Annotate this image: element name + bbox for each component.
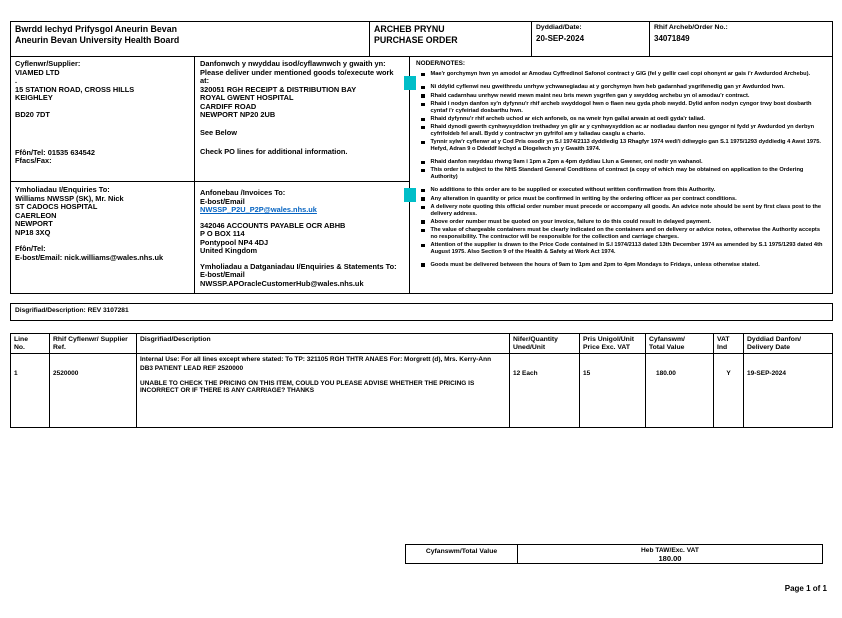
description-bar <box>10 303 833 321</box>
cell-line-no: 1 <box>14 370 18 377</box>
enquiries-phone-label: Ffôn/Tel: <box>15 244 46 253</box>
statements-label: Ymholiadau a Datganiadau I/Enquiries & Statements To: <box>200 261 397 271</box>
cell-quantity: 12 Each <box>513 370 538 377</box>
deliver-address-line: CARDIFF ROAD <box>200 101 257 111</box>
order-number-label: Rhif Archeb/Order No.: <box>654 24 728 31</box>
invoices-email-link[interactable]: NWSSP_P2U_P2P@wales.nhs.uk <box>200 205 317 214</box>
note-bullet: Rhaid dynodi gwerth cynhwysyddion trethadwy yn glir ar y cynhwysyddion ac ar nodiadau danfon neu gyngor ni fydd yr Awdurdod yn derbyn cyfrifoldeb fel arall. Bydd y contractwr yn gyfrifol am y taliadau casglu a chario. <box>416 124 826 137</box>
header-unit-price: Pris Unigol/Unit Price Exc. VAT <box>580 334 645 354</box>
supplier-line: . <box>15 76 18 85</box>
enquiries-line: ST CADOCS HOSPITAL <box>15 202 98 211</box>
cell-unit-price: 15 <box>583 370 591 377</box>
annotation-marker-icon[interactable] <box>404 188 416 202</box>
supplier-label: Cyflenwr/Supplier: <box>15 59 81 68</box>
note-bullet: Rhaid cadarnhau unrhyw newid mewn maint neu bris mewn ysgrifen gan y swyddog archebu yn ol amodau'r contract. <box>416 93 826 99</box>
supplier-phone-value: 01535 634542 <box>47 147 95 157</box>
notes-heading: NODER/NOTES: <box>416 60 465 67</box>
deliver-address-line: NEWPORT NP20 2UB <box>200 110 276 119</box>
invoices-label: Anfonebau /Invoices To: <box>200 188 286 197</box>
bullet-square-icon <box>421 220 425 224</box>
bullet-square-icon <box>421 229 425 233</box>
bullet-square-icon <box>421 73 425 77</box>
description-internal-use: Internal Use: For all lines except where stated: To TP: 321105 RGH THTR ANAES For: Morgrett (d), Mrs. Kerry-Ann <box>140 356 492 363</box>
note-bullet: This order is subject to the NHS Standard General Conditions of contract (a copy of which may be obtained on application to the Ordering Authority) <box>416 167 826 180</box>
cell-delivery-date: 19-SEP-2024 <box>747 370 787 377</box>
column-description <box>136 334 509 427</box>
invoices-address-line: 342046 ACCOUNTS PAYABLE OCR ABHB <box>200 220 346 230</box>
column-delivery-date <box>743 334 832 427</box>
enquiries-email-line: E-bost/Email: nick.williams@wales.nhs.uk <box>15 252 164 262</box>
totals-box <box>405 544 823 564</box>
order-number-value: 34071849 <box>654 34 690 43</box>
annotation-marker-icon[interactable] <box>404 76 416 90</box>
note-bullet: Rhaid danfon nwyddau rhwng 9am i 1pm a 2pm a 4pm dyddiau Llun a Gwener, oni nodir yn wahanol. <box>416 159 826 165</box>
column-total-value <box>645 334 713 427</box>
note-bullet: Goods must be delivered between the hours of 9am to 1pm and 2pm to 4pm Mondays to Fridays, unless otherwise stated. <box>416 262 826 268</box>
bullet-square-icon <box>421 141 425 145</box>
supplier-line: KEIGHLEY <box>15 93 53 102</box>
column-quantity <box>509 334 579 427</box>
note-bullet: No additions to this order are to be supplied or executed without written confirmation from this Authority. <box>416 187 826 193</box>
supplier-line: 15 STATION ROAD, CROSS HILLS <box>15 84 135 94</box>
column-line-no <box>11 334 49 427</box>
cell-total-value: 180.00 <box>656 370 676 377</box>
note-bullet: Tynnir sylw'r cyflenwr at y Cod Pris osodir yn S.I 1974/2113 dyddiedig 13 Rhagfyr 1974 wedi'i ddiwygio gan S.1 1975/1293 dyddiedig 4 Awst 1975. Hefyd, Adran 9 o Ddeddf Iechyd a Diogelwch yn y Gwaith 1974. <box>416 139 826 152</box>
header-total-value: Cyfanswm/ Total Value <box>646 334 713 354</box>
enquiries-line: CAERLEON <box>15 210 57 220</box>
totals-label: Cyfanswm/Total Value <box>406 545 518 563</box>
doc-title-welsh: ARCHEB PRYNU <box>374 24 445 34</box>
see-below-note: See Below <box>200 127 237 137</box>
totals-value-block <box>518 545 822 563</box>
line-items-table <box>10 333 833 428</box>
deliver-to-label: Danfonwch y nwyddau isod/cyflawnwch y gwaith yn: Please deliver under mentioned goods to/execute work at: <box>200 59 394 85</box>
order-number-block <box>649 22 832 56</box>
deliver-address-line: 320051 RGH RECEIPT & DISTRIBUTION BAY <box>200 84 357 94</box>
cell-description <box>137 354 509 397</box>
enquiries-line: NP18 3XQ <box>15 227 51 237</box>
bullet-square-icon <box>421 244 425 248</box>
page-number: Page 1 of 1 <box>784 584 827 593</box>
bullet-square-icon <box>421 206 425 210</box>
invoices-address-line: Pontypool NP4 4DJ <box>200 237 269 247</box>
header-delivery-date: Dyddiad Danfon/ Delivery Date <box>744 334 832 354</box>
note-bullet: Any alteration in quantity or price must be confirmed in writing by the ordering officer as per contract conditions. <box>416 196 826 202</box>
cell-vat-ind: Y <box>726 370 731 377</box>
org-name-english: Aneurin Bevan University Health Board <box>15 35 180 45</box>
bullet-square-icon <box>421 189 425 193</box>
bullet-square-icon <box>421 161 425 165</box>
note-bullet: Rhaid dyfynnu'r rhif archeb uchod ar eich anfoneb, os na wneir hyn gallai arwain at oedi gyda'r taliad. <box>416 116 826 122</box>
note-bullet: Above order number must be quoted on your invoice, failure to do this could result in delayed payment. <box>416 219 826 225</box>
supplier-line: BD20 7DT <box>15 110 50 119</box>
supplier-section <box>11 57 194 182</box>
check-po-lines-note: Check PO lines for additional information. <box>200 147 348 156</box>
notes-section <box>409 57 832 293</box>
cell-supplier-ref: 2520000 <box>53 370 79 377</box>
order-date-value: 20-SEP-2024 <box>536 34 585 43</box>
note-bullet: Mae'r gorchymyn hwn yn amodol ar Amodau Cyffredinol Safonol contract y GIG (fel y gellir cael copi ohonynt ar gais i'r Awdurdod Archebu). <box>416 71 826 77</box>
order-date-label: Dyddiad/Date: <box>536 24 582 31</box>
description-bar-value: REV 3107281 <box>87 307 129 314</box>
note-bullet: The value of chargeable containers must be clearly indicated on the containers and on delivery or advice notes, otherwise the Authority accepts no responsibility. The contractor will be responsible for the collection and carriage charges. <box>416 227 826 240</box>
org-name-welsh: Bwrdd Iechyd Prifysgol Aneurin Bevan <box>15 24 177 34</box>
bullet-square-icon <box>421 118 425 122</box>
statements-email-value: NWSSP.APOracleCustomerHub@wales.nhs.uk <box>200 278 364 288</box>
column-supplier-ref <box>49 334 136 427</box>
supplier-line: VIAMED LTD <box>15 67 60 77</box>
note-bullet: A delivery note quoting this official order number must precede or accompany all goods. An advice note should be sent by first class post to the delivery address. <box>416 204 826 217</box>
enquiries-line: NEWPORT <box>15 219 53 228</box>
invoices-address-line: P O BOX 114 <box>200 229 245 238</box>
bullet-square-icon <box>421 103 425 107</box>
header-description: Disgrifiad/Description <box>137 334 509 354</box>
header-supplier-ref: Rhif Cyflenwr/ Supplier Ref. <box>50 334 136 354</box>
invoices-section <box>194 182 409 293</box>
bullet-square-icon <box>421 263 425 267</box>
bullet-square-icon <box>421 197 425 201</box>
invoices-email-label: E-bost/Email <box>200 196 245 206</box>
order-date-block <box>531 22 649 56</box>
column-vat-ind <box>713 334 743 427</box>
supplier-fax-label: Ffacs/Fax: <box>15 156 52 165</box>
column-unit-price <box>579 334 645 427</box>
header-line-no: Line No. <box>11 334 49 354</box>
po-header <box>10 21 833 57</box>
enquiries-section <box>11 182 194 293</box>
header-quantity: Nifer/Quantity Uned/Unit <box>510 334 579 354</box>
note-bullet: Attention of the supplier is drawn to the Price Code contained in S.I 1974/2113 dated 13th December 1974 as amended by S.1 1975/1293 dated 4th August 1975. Also Section 9 of the Health & Safety at Work Act 1974. <box>416 242 826 255</box>
bullet-square-icon <box>421 94 425 98</box>
deliver-address-line: ROYAL GWENT HOSPITAL <box>200 93 294 102</box>
bullet-square-icon <box>421 86 425 90</box>
deliver-to-section <box>194 57 409 182</box>
address-and-notes-grid <box>10 56 833 294</box>
document-title-block <box>369 22 531 56</box>
description-bar-label: Disgrifiad/Description: <box>15 307 86 314</box>
totals-amount: 180.00 <box>658 554 682 563</box>
supplier-phone-label: Ffôn/Tel: <box>15 147 46 157</box>
enquiries-label: Ymholiadau I/Enquiries To: <box>15 185 110 194</box>
header-vat-ind: VAT Ind <box>714 334 743 354</box>
invoices-address-line: United Kingdom <box>200 246 258 255</box>
bullet-square-icon <box>421 169 425 173</box>
org-name-block <box>11 22 369 56</box>
description-pricing-query: UNABLE TO CHECK THE PRICING ON THIS ITEM, COULD YOU PLEASE ADVISE WHETHER THE PRICING IS INCORRECT OR IF THERE IS ANY CARRIAGE? THANKS <box>140 379 475 395</box>
bullet-square-icon <box>421 126 425 130</box>
doc-title-english: PURCHASE ORDER <box>374 35 458 45</box>
note-bullet: Ni ddylid cyflenwi neu gweithredu unrhyw ychwanegiadau at y gorchymyn hwn heb gadarnhad ysgrifenedig gan yr Awdurdod hwn. <box>416 84 826 90</box>
note-bullet: Rhaid i nodyn danfon sy'n dyfynnu'r rhif archeb swyddogol hwn o flaen neu gyda phob nwydd. Dylid anfon nodyn cyngor trwy bost dosbarth cyntaf i'r cyfeiriad dosbarthu hwn. <box>416 101 826 114</box>
statements-email-label: E-bost/Email <box>200 270 245 279</box>
totals-exvat-label: Heb TAW/Exc. VAT <box>641 547 699 554</box>
description-item: DB3 PATIENT LEAD REF 2520000 <box>140 365 244 373</box>
enquiries-line: Williams NWSSP (SK), Mr. Nick <box>15 193 124 203</box>
